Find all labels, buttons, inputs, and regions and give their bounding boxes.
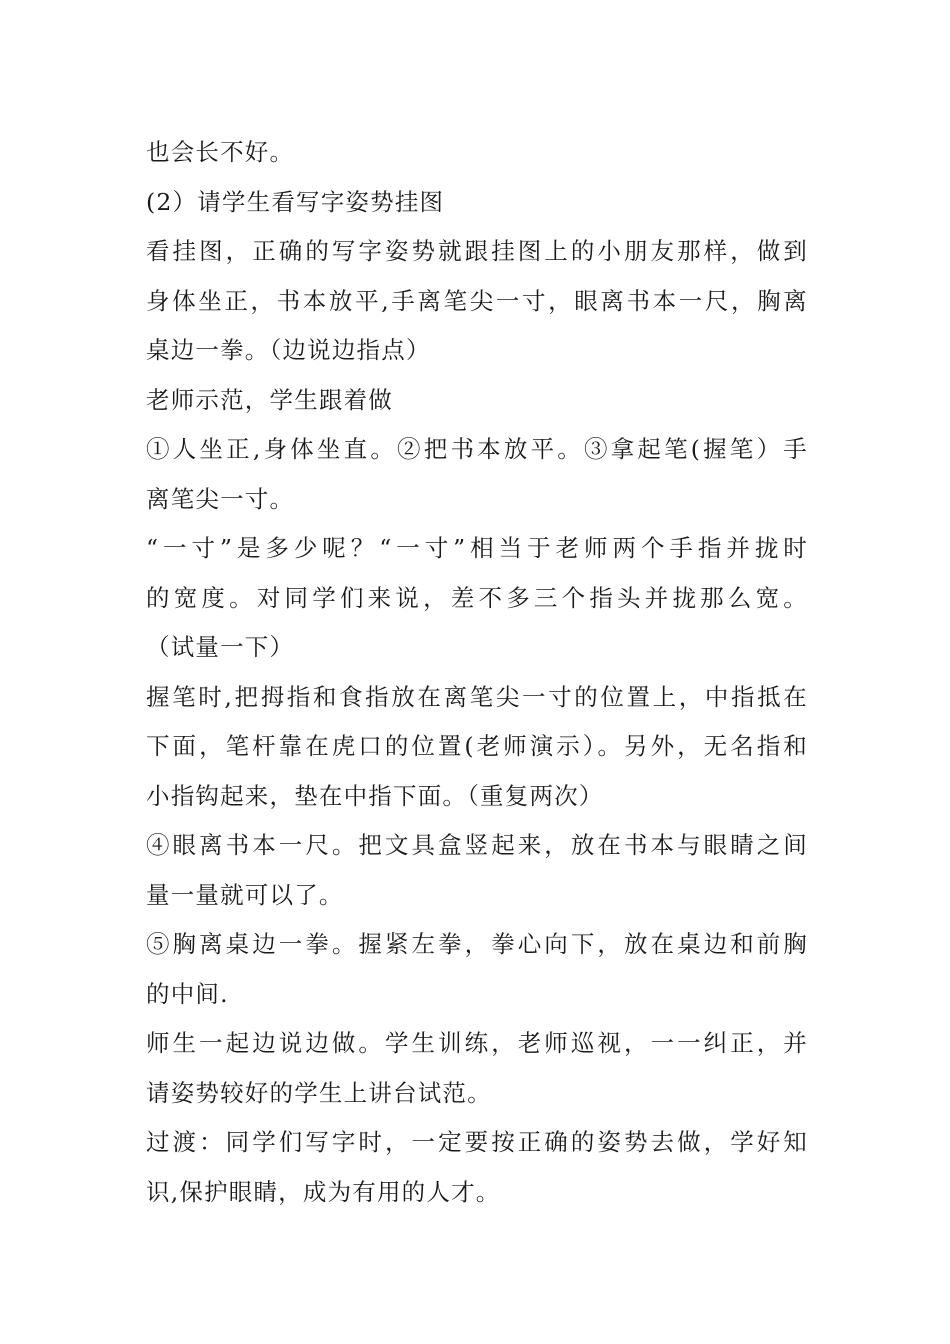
text-line: 量一量就可以了。 bbox=[146, 880, 344, 909]
text-line: 老师示范，学生跟着做 bbox=[146, 385, 393, 414]
text-line: 身体坐正，书本放平,手离笔尖一寸，眼离书本一尺，胸离 bbox=[146, 286, 808, 315]
text-line: 请姿势较好的学生上讲台试范。 bbox=[146, 1078, 492, 1107]
text-line: 小指钩起来，垫在中指下面。（重复两次） bbox=[146, 781, 604, 810]
text-line: 桌边一拳。（边说边指点） bbox=[146, 336, 431, 364]
text-line: 过渡：同学们写字时，一定要按正确的姿势去做，学好知 bbox=[146, 1128, 808, 1156]
text-line: “一寸”是多少呢？“一寸”相当于老师两个手指并拢时 bbox=[146, 534, 808, 562]
text-line: 的宽度。对同学们来说，差不多三个指头并拢那么宽。 bbox=[146, 583, 808, 612]
text-line: （试量一下） bbox=[146, 633, 295, 661]
text-line: 握笔时,把拇指和食指放在离笔尖一寸的位置上，中指抵在 bbox=[146, 682, 808, 711]
text-line: 看挂图，正确的写字姿势就跟挂图上的小朋友那样，做到 bbox=[146, 237, 808, 265]
text-line: 的中间. bbox=[146, 979, 229, 1008]
text-line: (2）请学生看写字姿势挂图 bbox=[146, 187, 445, 216]
text-line: ④眼离书本一尺。把文具盒竖起来，放在书本与眼睛之间 bbox=[146, 831, 808, 859]
text-line: 识,保护眼睛，成为有用的人才。 bbox=[146, 1177, 501, 1206]
text-line: 下面，笔杆靠在虎口的位置(老师演示）。另外，无名指和 bbox=[146, 732, 808, 760]
text-line: 离笔尖一寸。 bbox=[146, 484, 295, 513]
document-body bbox=[146, 128, 808, 1217]
text-line: 也会长不好。 bbox=[146, 138, 295, 166]
text-line: 师生一起边说边做。学生训练，老师巡视，一一纠正，并 bbox=[146, 1029, 808, 1057]
text-line: ⑤胸离桌边一拳。握紧左拳，拳心向下，放在桌边和前胸 bbox=[146, 930, 808, 958]
text-line: ①人坐正,身体坐直。②把书本放平。③拿起笔(握笔）手 bbox=[146, 435, 808, 463]
